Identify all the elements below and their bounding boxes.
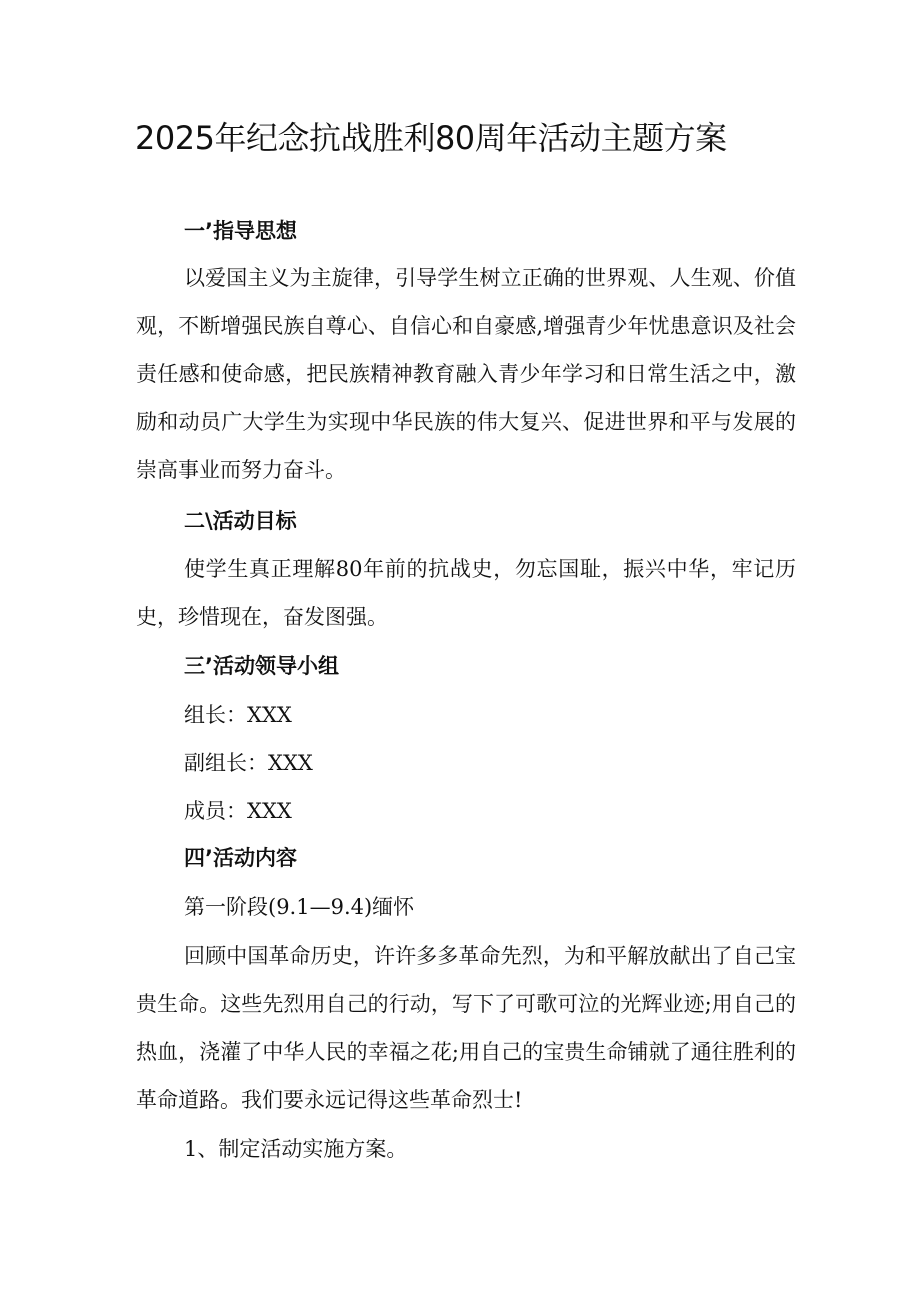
list-item-1: 1、制定活动实施方案。 — [184, 1137, 408, 1161]
section-heading-activity-content: 四’活动内容 — [184, 846, 297, 870]
section-heading-leadership-group: 三’活动领导小组 — [184, 654, 339, 678]
group-leader-line: 组长：XXX — [184, 703, 292, 727]
activity-goals-paragraph: 使学生真正理解80年前的抗战史，勿忘国耻，振兴中华，牢记历史，珍惜现在，奋发图强。 — [136, 557, 796, 629]
phase1-title: 第一阶段(9.1—9.4)缅怀 — [184, 895, 415, 919]
section-heading-guiding-ideology: 一’指导思想 — [184, 219, 297, 243]
deputy-leader-line: 副组长：XXX — [184, 751, 313, 775]
section-heading-activity-goals: 二\活动目标 — [184, 509, 297, 533]
members-line: 成员：XXX — [184, 799, 292, 823]
guiding-ideology-paragraph: 以爱国主义为主旋律，引导学生树立正确的世界观、人生观、价值观，不断增强民族自尊心、自信心和自豪感,增强青少年忧患意识及社会责任感和使命感，把民族精神教育融入青少年学习和日常生活之中，激励和动员广大学生为实现中华民族的伟大复兴、促进世界和平与发展的崇高事业而努力奋斗。 — [136, 266, 796, 482]
document-title: 2025年纪念抗战胜利80周年活动主题方案 — [135, 119, 727, 157]
phase1-paragraph: 回顾中国革命历史，许许多多革命先烈，为和平解放献出了自己宝贵生命。这些先烈用自己的行动，写下了可歌可泣的光辉业迹;用自己的热血，浇灌了中华人民的幸福之花;用自己的宝贵生命铺就了通往胜利的革命道路。我们要永远记得这些革命烈士! — [136, 944, 796, 1112]
